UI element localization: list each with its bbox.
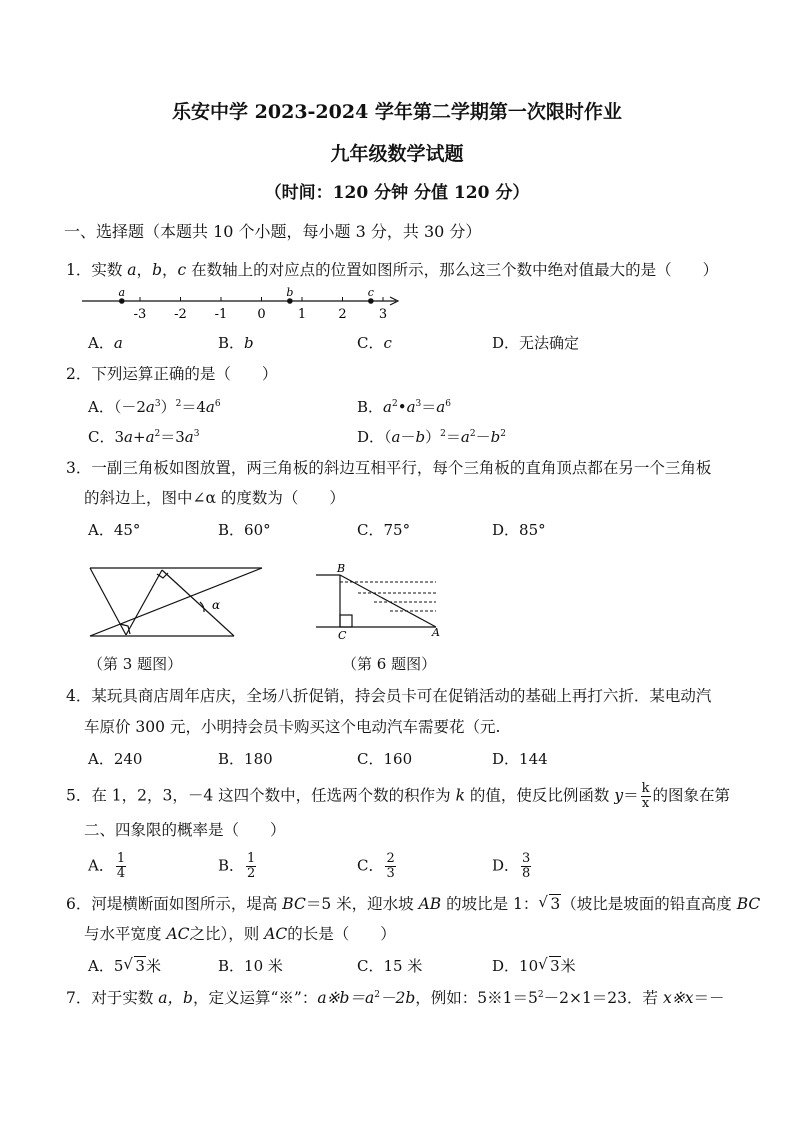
q1-var-a: a [127,261,137,279]
question-4-line-1: 4．某玩具商店周年店庆，全场八折促销，持会员卡可在促销活动的基础上再打六折．某电动汽 [66,687,712,705]
caption-figure-3: （第 3 题图） [88,655,183,673]
q1-var-c: c [177,261,187,279]
q4-option-a: A．240 [88,750,143,768]
question-2-stem: 2．下列运算正确的是（ ） [66,365,278,383]
number-line-tick-label: 2 [338,307,347,322]
q2-option-b: B．$a^2•a^3=a^6$ [357,398,451,416]
exam-info: （时间：120 分钟 分值 120 分） [264,183,530,203]
question-6-line-1: 6．河堤横断面如图所示，堤高 BC＝5 米，迎水坡 AB 的坡比是 1：√ 3（坡比是坡面的铅直高度 BC [66,894,760,914]
alpha-label: α [212,598,221,612]
q1-option-c: C．c [357,334,392,352]
q3-option-b: B．60° [218,521,271,539]
question-5-line-1: 5．在 1，2，3，－4 这四个数中，任选两个数的积作为 k 的值，使反比例函数 y＝ $\frac{k}{x}$ 的图象在第 [66,781,731,811]
q4-option-d: D．144 [492,750,548,768]
q5-option-c: C． $\frac{2}{3}$ [357,851,395,881]
q6-option-c: C．15 米 [357,957,423,975]
q6-option-a: A．5√ 3米 [88,956,161,976]
q3-option-d: D．85° [492,521,546,539]
point-label-c: c [367,286,374,299]
q3-option-a: A．45° [88,521,141,539]
exam-title: 乐安中学 2023-2024 学年第二学期第一次限时作业 [172,101,622,123]
question-7-line-1: 7．对于实数 a，b，定义运算“※”：$a※b=a^2-2b$，例如：$5※1=5^2-2\times 1=23$．若 x※x＝－ [66,989,725,1007]
question-5-line-2: 二、四象限的概率是（ ） [84,821,286,839]
section-heading: 一、选择题（本题共 10 个小题，每小题 3 分，共 30 分） [64,222,482,241]
q3-option-c: C．75° [357,521,411,539]
point-a [119,298,125,304]
q2-option-a: A．$(-2a^3)^2=4a^6$ [88,398,221,416]
question-1-stem [66,260,718,280]
q5-option-a: A． $\frac{1}{4}$ [88,851,126,881]
number-line-tick-label: 1 [297,307,307,322]
number-line-tick-label: -3 [133,307,147,322]
point-c [368,298,374,304]
exam-subtitle: 九年级数学试题 [330,143,464,165]
label-c: C [338,629,347,642]
q4-option-b: B．180 [218,750,273,768]
figure-q3-triangles [84,560,274,646]
number-line-figure [78,284,408,324]
q5-option-d: D． $\frac{3}{8}$ [492,851,531,881]
q5-option-b: B． $\frac{1}{2}$ [218,851,256,881]
figure-q6-embankment [312,560,452,642]
point-label-a: a [118,286,126,299]
label-a: A [432,626,440,639]
question-6-line-2: 与水平宽度 AC之比），则 AC的长是（ ） [84,925,396,943]
question-3-line-2: 的斜边上，图中∠α 的度数为（ ） [84,489,345,507]
number-line-tick-label: 3 [378,307,388,322]
q1-sep: ， [136,261,153,279]
point-b [287,298,293,304]
point-label-b: b [286,286,294,299]
number-line-tick-label: 0 [257,307,266,322]
q2-option-c: C．$3a+a^2=3a^3$ [88,428,200,446]
sqrt-3: √ 3 [538,894,561,914]
question-3-line-1: 3．一副三角板如图放置，两三角板的斜边互相平行，每个三角板的直角顶点都在另一个三角板 [66,459,712,477]
label-b: B [337,562,346,575]
q1-option-a: A．a [88,334,123,352]
q4-option-c: C．160 [357,750,413,768]
q1-var-b: b [152,261,162,279]
caption-figure-6: （第 6 题图） [342,655,437,673]
q1-option-d: D．无法确定 [492,334,580,352]
fraction-k-over-x: $\frac{k}{x}$ [641,781,650,811]
q2-option-d: D．$(a-b)^2=a^2-b^2$ [357,428,506,446]
question-4-line-2: 车原价 300 元，小明持会员卡购买这个电动汽车需要花（元. [84,718,501,736]
q1-sep: ， [162,261,178,279]
q6-option-d: D．10√ 3米 [492,956,576,976]
q1-option-b: B．b [218,334,254,352]
q6-option-b: B．10 米 [218,957,283,975]
number-line-tick-label: -2 [174,307,187,322]
q1-number: 1．实数 [66,261,128,279]
number-line-tick-label: -1 [214,307,228,322]
q1-stem-text: 在数轴上的对应点的位置如图所示，那么这三个数中绝对值最大的是（ ） [191,261,719,279]
